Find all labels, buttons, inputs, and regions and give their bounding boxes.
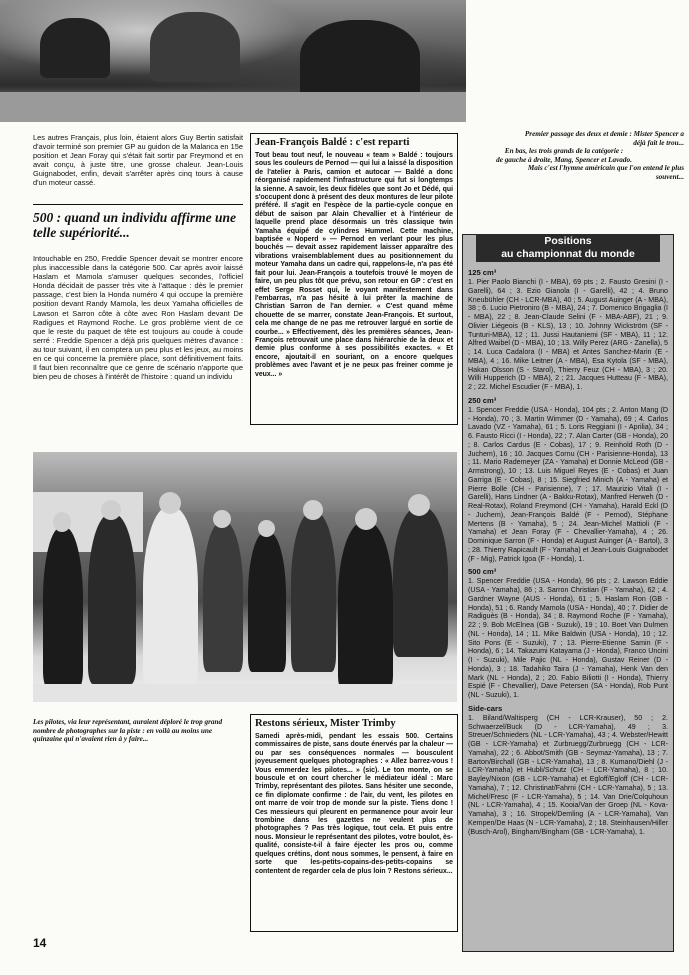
class-500 xyxy=(468,567,668,700)
box-text-trimby: Samedi après-midi, pendant les essais 500. Certains commissaires de piste, sans doute énervés par la chaleur — ou par ses conséquences normales — bousculent joyeusement quelques photographes : « Allez barrez-vous ! Vous emmerdez les pilotes... » (sic). Le ton monte, on se bouscule et on court chercher le médiateur idéal : Marc Trimby, représentant des pilotes. Sans hésiter une seconde, ce fin diplomate confirme : de l'air, du vent, les pilotes en ont marre de voir trop de monde sur la piste. Tiens donc ! Ces messieurs qui pleurent en permanence pour avoir leur trombine dans les gazettes ne veulent plus de photographes ? Pas très logique, tout cela. Et puis entre nous. Monsieur le représentant des pilotes, votre boulot, ès-qualité, consiste-t-il à faire éjecter les pros ou, comme quelques crétins, dont nous sommes, le pensent, à faire en sorte que les-petits-copains-des-petits-copains se contentent de regarder cela de plus loin ? Restons sérieux... xyxy=(255,733,453,875)
intro-paragraph: Les autres Français, plus loin, étaient alors Guy Bertin satisfait d'avoir terminé son premier GP au guidon de la Malanca en 15e position et Jean Foray qui s'était fait sortir par Freymond et en avait conçu, à juste titre, une grosse chaleur. Jean-Louis Guignabodet, enfin, devait s'arrêter après cinq tours à cause d'un moteur cassé. xyxy=(33,133,243,188)
standings-header: Positions au championnat du monde xyxy=(476,234,660,262)
section-headline: 500 : quand un individu affirme une telle supériorité... xyxy=(33,210,237,240)
crowd-photo xyxy=(33,452,457,702)
body-paragraph: Intouchable en 250, Freddie Spencer devait se montrer encore plus inaccessible dans la catégorie 500. Car après avoir laissé Haslam et Mamola s'amuser quelques secondes, l'officiel Honda décidait de passer très vite à l'attaque : dès le premier passage, c'est bien la Honda numéro 4 qui occupe la première position devant Randy Mamola, les deux Yamaha officielles de Lawson et Sarron côte à côte avec Ron Haslam devant De Radigues et Raymond Roche. Le gros problème vient de ce que le reste du paquet de tête est toujours au coude à coude serré : Freddie Spencer a déjà pris quelques mètres d'avance : au tour suivant, il en comptera un peu plus et les jeux, au moins en ce qui concerne la première place, sont définitivement faits. Il faut bien reconnaître que ce genre de scénario n'apporte que bien peu de choses à l'intérêt de l'histoire : quand un individu xyxy=(33,254,243,382)
class-title: 125 cm³ xyxy=(468,268,497,277)
class-title: 250 cm³ xyxy=(468,395,497,405)
class-125 xyxy=(468,268,668,392)
class-title: 500 cm³ xyxy=(468,567,497,577)
class-results: 1. Spencer Freddie (USA - Honda), 96 pts ; 2. Lawson Eddie (USA - Yamaha), 86 ; 3. Sarron Christian (F - Yamaha), 62 ; 4. Gardner Wayne (AUS - Honda), 61 ; 5. Haslam Ron (GB - Honda), 51 ; 6. Randy Mamola (USA - Honda), 40 ; 7. Didier de Radiguès (B - Honda), 34 ; 8. Raymond Roche (F - Yamaha), 22 ; 9. Bob McElnea (GB - Suzuki), 19 ; 10. Boet Van Dulmen (NL - Honda), 14 ; 11. Mike Baldwin (USA - Honda), 10 ; 12. Sito Pons (E - Suzuki), 7 ; 13. Pierre-Etienne Samin (F - Honda), 6 ; 14. Takazumi Katayama (J - Honda), Franco Uncini (I - Suzuki), Mile Pajic (NL - Honda), Gustav Reiner (D - Honda), 3 ; 18. Tadahiko Taira (J - Yamaha), Henk Van den Mark (NL - Honda), 2 ; 20. Fabio Biliotti (I - Honda), Thierry Espié (F - Chevallier), Dave Petersen (SA - Honda), Rob Punt (NL - Suzuki), 1. xyxy=(468,577,668,699)
class-title: Side-cars xyxy=(468,703,503,713)
class-sidecars xyxy=(468,704,668,837)
box-title-trimby: Restons sérieux, Mister Trimby xyxy=(255,718,396,729)
headline-rule xyxy=(33,204,243,205)
photo-caption-bottom: Les pilotes, via leur représentant, auraient déploré le trop grand nombre de photographes sur la piste : en voilà au moins une quinzaine qui n'avaient rien à y faire... xyxy=(33,718,223,744)
page-number: 14 xyxy=(33,936,47,950)
class-results: 1. Biland/Waltisperg (CH - LCR-Krauser), 50 ; 2. Schwaerzel/Buck (D - LCR-Yamaha), 49 ; 3. Streuer/Schnieders (NL - LCR-Yamaha), 43 ; 4. Webster/Hewitt (GB - LCR-Yamaha) et Zurbruegg/Zurbruegg (CH - LCR-Yamaha), 22 ; 6. Abbot/Smith (GB - Seymaz-Yamaha), 13 ; 7. Barton/Birchall (GB - LCR-Yamaha), 13 ; 8. Kumano/Diehl (J - LCR-Yamaha) et Hubli/Schutz (CH - LCR-Yamaha), 8 ; 10. Bayley/Nixon (GB - LCR-Yamaha) et Egloff/Egloff (CH - LCR-Yamaha), 7 ; 12. Christinat/Fahrni (CH - LCR-Yamaha), 5 ; 13. Michel/Fresc (F - LCR-Yamaha), 5 ; 14. Van Drie/Colquhoun (NL - LCR-Yamaha), 4 ; 15. Kooia/Van der Groep (NL - Kova-Yamaha), 3 ; 16. Stropek/Demling (A - LCR-Yamaha), Van Kempen/De Haas (N - LCR-Yamaha), 2 ; 18. Steinhausen/Hiller (Busch-Arol), Bingham/Bingham (GB - LCR-Yamaha), 1. xyxy=(468,713,668,836)
sidebar-box-balde xyxy=(250,133,458,425)
class-results: 1. Pier Paolo Bianchi (I - MBA), 69 pts ; 2. Fausto Gresini (I - Garelli), 64 ; 3. Ezio Gianola (I - Garelli), 42 ; 4. Bruno Kneubühler (CH - LCR-MBA), 40 ; 5. August Auinger (A - MBA), 38 ; 6. Lucio Pietroniro (B - MBA), 24 ; 7. Domenico Brigaglia (I - MBA), 22 ; 8. Jean-Claude Selini (F - MBA-ABF), 21 ; 9. Olivier Liégeois (B - KLS), 13 ; 10. Johnny Wickström (SF - Tunturi-MBA), 12 ; 11. Jussi Hautaniemi (SF - MBA), 11 ; 12. Alfred Waibel (D - MBA), 10 ; 13. Willy Perez (ARG - Zanella), 5 ; 14. Luca Cadalora (I - MBA) et Antes Sanchez-Marin (E - MBA), 4 ; 16. Mike Leitner (A - MBA), Esa Kytola (SF - MBA), Hakan Olsson (S - Starol), Thierry Feuz (CH - MBA), 3 ; 20. Willi Hupperich (D - MBA), 2 ; 21. Jacques Hutteau (F - MBA), 2 ; 22. Michel Escudier (F - MBA), 1. xyxy=(468,278,668,391)
top-photo xyxy=(0,0,466,122)
sidebar-box-trimby xyxy=(250,714,458,932)
box-title-balde: Jean-François Baldé : c'est reparti xyxy=(255,137,410,148)
class-250 xyxy=(468,396,668,564)
photo-caption-top: Premier passage des deux et demie : Mister Spencer a déjà fait le trou... En bas, les trois grands de la catégorie : de gauche à droite, Mang, Spencer et Lavado. Mais c'est l'hymne américain que l'on entend le plus souvent... xyxy=(496,130,684,181)
class-results: 1. Spencer Freddie (USA - Honda), 104 pts ; 2. Anton Mang (D - Honda), 70 ; 3. Martin Wimmer (D - Yamaha), 69 ; 4. Carlos Lavado (VZ - Yamaha), 61 ; 5. Loris Reggiani (I - Aprilia), 34 ; 6. Fausto Ricci (I - Honda), 22 ; 7. Alan Carter (GB - Honda), 20 ; 8. Carlos Cardus (E - Cobas), 17 ; 9. Reinhold Roth (D - Juchem), 16 ; 10. Jacques Cornu (CH - Parisienne-Honda), 13 ; 11. Mario Rademeyer (ZA - Yamaha) et Donnie McLeod (GB - Armstrong), 10 ; 13. Luis Miguel Reyes (E - Cobas) et Juan Garriga (E - Cobas), 8 ; 15. Siegfried Minich (A - Yamaha) et Pierre Bolle (CH - Parisienne), 7 ; 17. Maurizio Vitali (I - Garelli), Hans Lindner (A - Bakku-Rotax), Manfred Herweh (D - Real-Rotax), Roland Freymond (CH - Yamaha), Harald Eckl (D - Juchem), Jean-François Baldé (F - Pernod), Stéphane Mertens (B - Yamaha), 5 ; 24. Jean-Michel Mattioli (F - Yamaha) et Jean Foray (F - Chevallier-Yamaha), 4 ; 26. Dominique Sarron (F - Honda) et August Auinger (A - Bartol), 3 ; 28. Thierry Rapicault (F - Yamaha) et Jean-Louis Guignabodet (F - Mig), Patrick Igoa (F - Honda), 1. xyxy=(468,405,668,563)
standings-content xyxy=(468,268,668,836)
box-text-balde: Tout beau tout neuf, le nouveau « team » Baldé : toujours sous les couleurs de Pernod — qui lui a laissé la disposition de l'atelier à Paris, camion et autocar — Baldé a donc réorganisé rapidement l'infrastructure qui fut si longtemps la sienne. A savoir, les deux fidèles que sont Jo et Dédé, qui s'occupent donc à présent des deux montures de leur pilote préféré. Il s'agit en l'espèce de la partie-cycle conçue en début de saison par Alain Chevallier et à l'intérieur de laquelle prend place désormais un très classique twin Yamaha équipé de cylindres Hummel. Cette machine, baptisée « Noperd » — Pernod en verlant pour les plus bouchés — devait assez rapidement laisser apparaître des vibrations vraisemblablement dues au positionnement du moteur Yamaha dans un cadre qui, rappelons-le, n'a pas été fait pour lui. Jean-François a toutefois trouvé le moyen de faire, un peu plus tôt que prévu, son retour en GP : c'est en effet Serge Rosset qui, le voyant manifestement dans l'embarras, n'a pas hésité à lui prêter la machine de Christian Sarron de l'an dernier. « C'est quand même chouette de se marrer, constate Jean-François. Et surtout, cela me change de ne pas me retrouver largué en sortie de courbe... » Effectivement, dès les premières séances, Jean-François retrouvait une place dans hiérarchie de la deux et demie plus conforme à ses possibilités exactes. « Et encore, ajoutait-il en souriant, on a encore quelques problèmes avec l'avant et je ne peux pas freiner comme je veux... » xyxy=(255,152,453,378)
